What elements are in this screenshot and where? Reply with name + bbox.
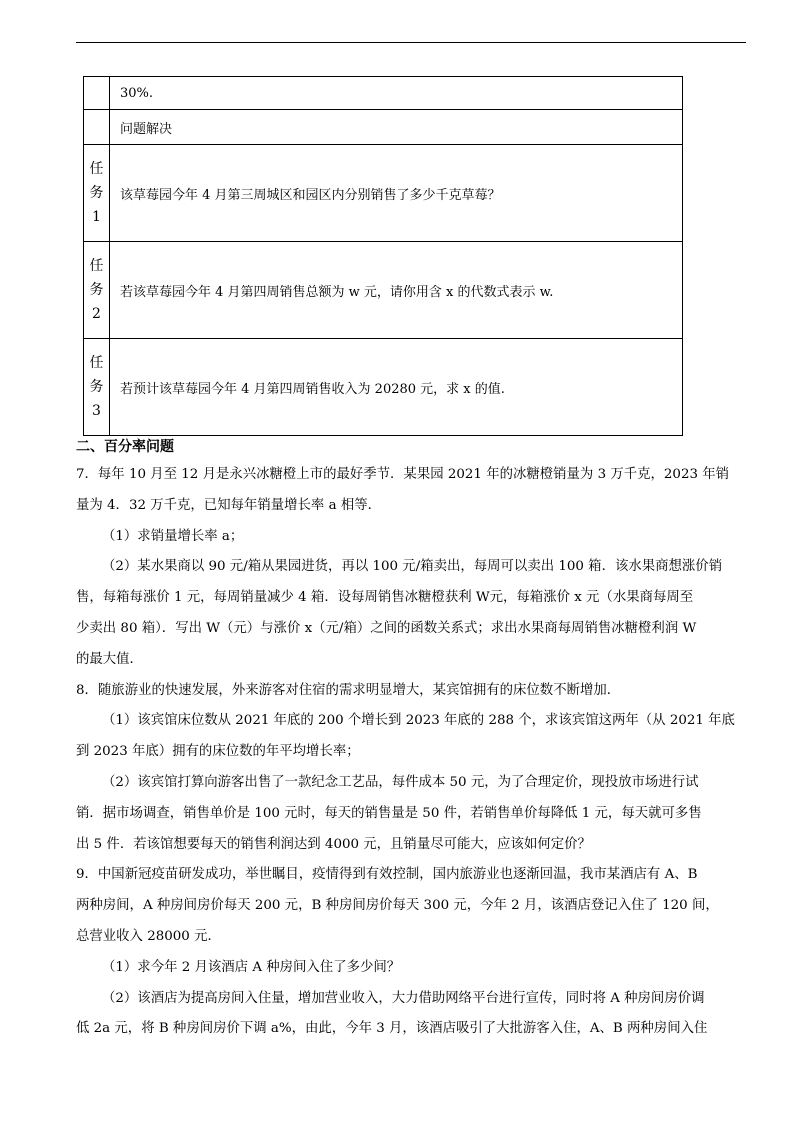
task-label: 任 务 1 bbox=[84, 145, 110, 242]
header-rule bbox=[76, 42, 746, 43]
section-heading: 二、百分率问题 bbox=[76, 439, 174, 455]
q7-sub2-line: （2）某水果商以 90 元/箱从果园进货，再以 100 元/箱卖出，每周可以卖出 100 箱．该水果商想涨价销 bbox=[102, 559, 723, 575]
q9-line: 9．中国新冠疫苗研发成功，举世瞩目，疫情得到有效控制，国内旅游业也逐渐回温，我市某酒店有 A、B bbox=[76, 867, 698, 883]
row-label-cell bbox=[84, 110, 110, 145]
q7-line: 7．每年 10 月至 12 月是永兴冰糖橙上市的最好季节．某果园 2021 年的冰糖橙销量为 3 万千克，2023 年销 bbox=[76, 467, 730, 482]
task-label: 任 务 3 bbox=[84, 339, 110, 436]
table-row bbox=[84, 110, 683, 145]
q7-line: 量为 4．32 万千克，已知每年销量增长率 a 相等． bbox=[76, 497, 381, 513]
q8-sub1-line: 到 2023 年底）拥有的床位数的年平均增长率； bbox=[76, 744, 360, 760]
row-text: 30%. bbox=[110, 77, 683, 110]
q9-sub2-line: 低 2a 元，将 B 种房间房价下调 a%，由此，今年 3 月，该酒店吸引了大批游客入住，A、B 两种房间入住 bbox=[76, 1021, 708, 1037]
table-row bbox=[84, 339, 683, 436]
q7-sub2-line: 售，每箱每涨价 1 元，每周销量减少 4 箱．设每周销售冰糖橙获利 W元，每箱涨价 x 元（水果商每周至 bbox=[76, 590, 694, 606]
q9-line: 总营业收入 28000 元． bbox=[76, 928, 221, 944]
row-text: 问题解决 bbox=[110, 110, 683, 145]
q8-line: 8．随旅游业的快速发展，外来游客对住宿的需求明显增大，某宾馆拥有的床位数不断增加． bbox=[76, 682, 621, 698]
task-label: 任 务 2 bbox=[84, 242, 110, 339]
document-body bbox=[76, 434, 748, 1045]
row-label-cell bbox=[84, 77, 110, 110]
q7-sub2-line: 少卖出 80 箱）．写出 W（元）与涨价 x（元/箱）之间的函数关系式；求出水果商每周销售冰糖橙利润 W bbox=[76, 620, 697, 636]
q9-sub2-line: （2）该酒店为提高房间入住量，增加营业收入，大力借助网络平台进行宣传，同时将 A 种房间房价调 bbox=[102, 990, 705, 1006]
table-row bbox=[84, 77, 683, 110]
q9-sub1: （1）求今年 2 月该酒店 A 种房间入住了多少间？ bbox=[102, 959, 401, 975]
task-table bbox=[83, 76, 683, 436]
row-text: 若预计该草莓园今年 4 月第四周销售收入为 20280 元，求 x 的值. bbox=[110, 339, 683, 436]
row-text: 该草莓园今年 4 月第三周城区和园区内分别销售了多少千克草莓？ bbox=[110, 145, 683, 242]
q8-sub2-line: （2）该宾馆打算向游客出售了一款纪念工艺品，每件成本 50 元，为了合理定价，现投放市场进行试 bbox=[102, 774, 699, 790]
table-row bbox=[84, 145, 683, 242]
q7-sub2-line: 的最大值． bbox=[76, 651, 143, 667]
q8-sub2-line: 出 5 件．若该馆想要每天的销售利润达到 4000 元，且销量尽可能大，应该如何定价？ bbox=[76, 836, 591, 852]
q8-sub1-line: （1）该宾馆床位数从 2021 年底的 200 个增长到 2023 年底的 288 个，求该宾馆这两年（从 2021 年底 bbox=[102, 713, 735, 729]
q7-sub1: （1）求销量增长率 a； bbox=[102, 528, 244, 544]
q9-line: 两种房间，A 种房间房价每天 200 元，B 种房间房价每天 300 元，今年 2 月，该酒店登记入住了 120 间， bbox=[76, 898, 719, 914]
table-row bbox=[84, 242, 683, 339]
q8-sub2-line: 销．据市场调查，销售单价是 100 元时，每天的销售量是 50 件，若销售单价每降低 1 元，每天就可多售 bbox=[76, 805, 702, 821]
row-text: 若该草莓园今年 4 月第四周销售总额为 w 元，请你用含 x 的代数式表示 w. bbox=[110, 242, 683, 339]
